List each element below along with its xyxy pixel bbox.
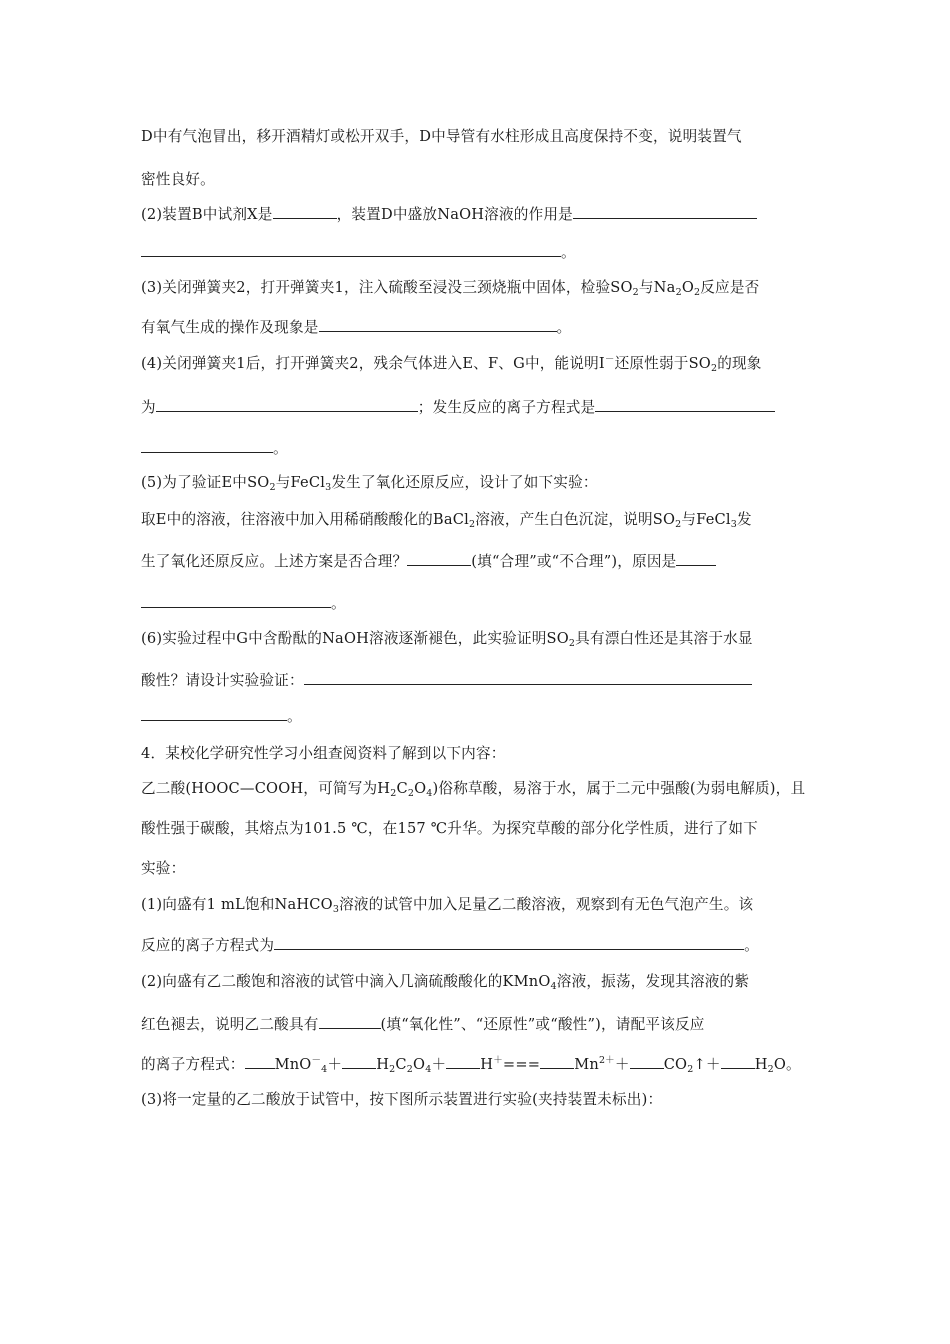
text: 与FeCl [275,474,326,491]
text: ；发生反应的离子方程式是 [417,399,596,416]
question-4-part-3 [141,1090,662,1110]
text: 。 [287,708,302,725]
answer-blank[interactable] [141,706,287,721]
text: 取E中的溶液，往溶液中加入用稀硝酸酸化的BaCl [141,511,469,528]
subscript: 2 [675,287,682,298]
subscript: 4 [426,788,433,799]
text: 乙二酸(HOOC—COOH，可简写为H [141,780,391,797]
subscript: 2 [269,482,276,493]
question-3-part-6 [141,629,753,649]
text: 溶液，产生白色沉淀，说明SO [475,511,676,528]
subscript: 4 [321,1064,328,1075]
text: 发生了氧化还原反应，设计了如下实验： [331,474,598,491]
text-line [141,127,742,147]
text: 发 [737,511,752,528]
answer-blank[interactable] [407,551,471,566]
text: C [395,1056,407,1073]
answer-blank[interactable] [245,1054,275,1069]
text: ＋ [614,1056,630,1073]
question-4-part-2-equation [141,1054,801,1075]
question-4-intro-2 [141,819,758,839]
text: (1)向盛有1 mL饱和NaHCO [141,896,333,913]
question-3-part-2-cont [141,242,576,263]
text: (4)关闭弹簧夹1后，打开弹簧夹2，残余气体进入E、F、G中，能说明I [141,355,605,372]
subscript: 2 [710,363,718,374]
answer-blank[interactable] [304,670,752,685]
subscript: 2 [469,519,476,530]
question-3-part-4 [141,354,762,374]
question-4-intro [141,779,805,799]
text: H [376,1056,390,1073]
answer-blank[interactable] [342,1054,376,1069]
text: (填“合理”或“不合理”)，原因是 [471,553,677,570]
paragraph-text: D中有气泡冒出，移开酒精灯或松开双手，D中导管有水柱形成且高度保持不变，说明装置气 [141,128,742,145]
subscript: 3 [730,519,738,530]
text: 溶液的试管中加入足量乙二酸溶液，观察到有无色气泡产生。该 [339,896,754,913]
answer-blank[interactable] [319,317,557,332]
answer-blank[interactable] [676,551,716,566]
superscript: 2＋ [598,1055,615,1066]
question-3-part-6-cont2 [141,706,302,727]
question-4-part-2 [141,972,749,992]
text: (3)将一定量的乙二酸放于试管中，按下图所示装置进行实验(夹持装置未标出)： [141,1091,663,1108]
text: H [754,1056,768,1073]
text: (5)为了验证E中SO [141,474,270,491]
subscript: 2 [389,1064,396,1075]
text: 具有漂白性还是其溶于水显 [575,630,753,647]
subscript: 4 [550,981,557,992]
text: ↑ [693,1056,706,1073]
subscript: 2 [632,287,639,298]
question-3-part-5-cont [141,510,752,530]
text: )俗称草酸，易溶于水，属于二元中强酸(为弱电解质)，且 [432,780,806,797]
text: === [502,1056,541,1073]
subscript: 2 [568,638,576,649]
question-3-part-4-cont [141,397,775,418]
text: 。 [556,319,572,336]
text: 还原性弱于SO [614,355,711,372]
subscript: 2 [406,1064,414,1075]
subscript: 2 [675,519,682,530]
subscript: 2 [687,1064,694,1075]
text: ＋ [431,1056,447,1073]
question-3-part-4-cont2 [141,438,288,459]
subscript: 3 [332,904,340,915]
question-3-part-5 [141,473,598,493]
answer-blank[interactable] [273,204,337,219]
superscript: － [604,354,615,365]
question-4-part-1 [141,895,753,915]
question-3-part-2 [141,204,757,225]
text: Mn [574,1056,599,1073]
text: 。 [561,244,576,261]
text: (2)装置B中试剂X是 [141,206,273,223]
answer-blank[interactable] [721,1054,755,1069]
text: CO [663,1056,688,1073]
text: O [681,279,694,296]
text: 。 [331,595,346,612]
text: ＋ [327,1056,343,1073]
superscript: ＋ [493,1055,503,1066]
text: O [413,1056,426,1073]
text: 溶液，振荡，发现其溶液的紫 [556,973,750,990]
subscript: 3 [325,482,332,493]
text: (2)向盛有乙二酸饱和溶液的试管中滴入几滴硫酸酸化的KMnO [141,973,551,990]
text: H [480,1056,494,1073]
text: (3)关闭弹簧夹2，打开弹簧夹1，注入硫酸至浸没三颈烧瓶中固体，检验SO [141,279,633,296]
paragraph-text: 密性良好。 [141,171,215,188]
text: 4．某校化学研究性学习小组查阅资料了解到以下内容： [141,745,506,762]
text: O。 [773,1056,801,1073]
text: 与Na [638,279,676,296]
text: 酸性强于碳酸，其熔点为101.5 ℃，在157 ℃升华。为探究草酸的部分化学性质，进行了如下 [141,820,758,837]
text: 反应是否 [700,279,760,296]
answer-blank[interactable] [630,1054,664,1069]
text: ，装置D中盛放NaOH溶液的作用是 [336,206,573,223]
answer-blank[interactable] [319,1014,381,1029]
text: 的离子方程式： [141,1056,245,1073]
text: ＋ [705,1056,721,1073]
question-3-part-6-cont [141,670,752,691]
answer-blank[interactable] [141,242,561,257]
text-line [141,170,215,190]
text: (填“氧化性”、“还原性”或“酸性”)，请配平该反应 [380,1016,705,1033]
question-4-title [141,744,506,764]
text: 反应的离子方程式为 [141,937,275,954]
answer-blank[interactable] [595,397,775,412]
text: 实验： [141,860,186,877]
answer-blank[interactable] [446,1054,480,1069]
question-4-intro-3 [141,859,185,879]
question-4-part-1-cont [141,935,759,956]
text: C [396,780,408,797]
question-3-part-5-cont3 [141,593,346,614]
text: 红色褪去，说明乙二酸具有 [141,1016,319,1033]
text: 与FeCl [681,511,731,528]
text: O [414,780,427,797]
question-3-part-3 [141,278,759,298]
subscript: 2 [693,287,701,298]
text: (6)实验过程中G中含酚酞的NaOH溶液逐渐褪色，此实验证明SO [141,630,569,647]
subscript: 2 [767,1064,774,1075]
answer-blank[interactable] [156,397,418,412]
text: 有氧气生成的操作及现象是 [141,319,319,336]
question-3-part-5-cont2 [141,551,716,572]
text: 为 [141,399,156,416]
answer-blank[interactable] [573,204,757,219]
question-4-part-2-cont [141,1014,705,1035]
subscript: 4 [425,1064,432,1075]
question-3-part-3-cont [141,317,571,338]
subscript: 2 [390,788,397,799]
text: 。 [744,937,759,954]
answer-blank[interactable] [274,935,744,950]
answer-blank[interactable] [540,1054,574,1069]
text: 。 [273,440,288,457]
superscript: － [311,1055,322,1066]
subscript: 2 [407,788,415,799]
text: MnO [274,1056,312,1073]
text: 生了氧化还原反应。上述方案是否合理？ [141,553,408,570]
text: 的现象 [717,355,762,372]
answer-blank[interactable] [141,438,273,453]
text: 酸性？请设计实验验证： [141,672,304,689]
answer-blank[interactable] [141,593,331,608]
